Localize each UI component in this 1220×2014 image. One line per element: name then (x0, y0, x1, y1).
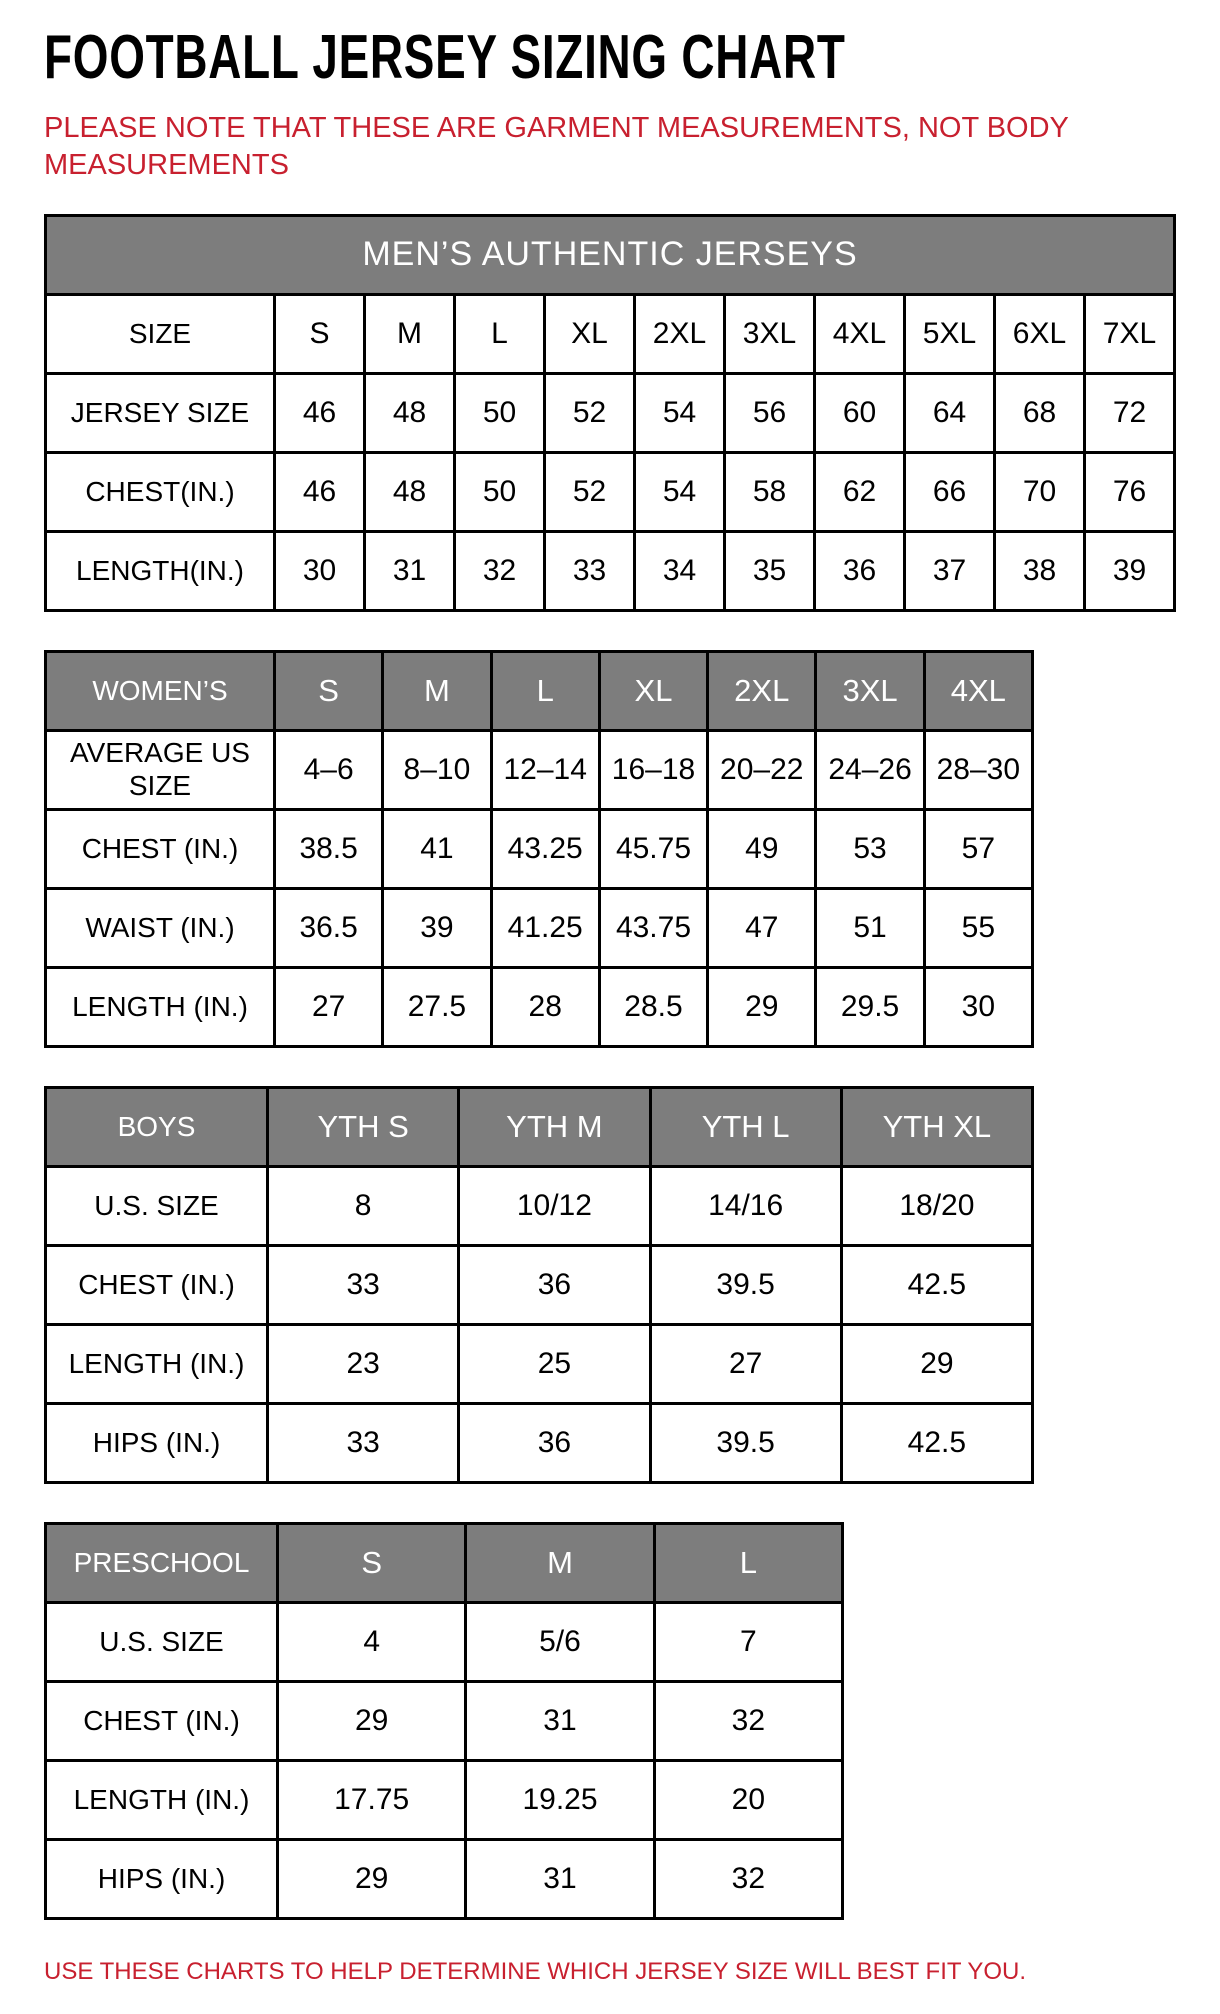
table-row (46, 294, 1175, 373)
table-row (46, 1760, 843, 1839)
row-label: LENGTH (IN.) (46, 967, 275, 1046)
page-title (44, 22, 1176, 96)
size-value: 29 (708, 967, 816, 1046)
size-value: 36 (815, 531, 905, 610)
size-value: 39.5 (650, 1403, 841, 1482)
size-value: 54 (635, 373, 725, 452)
table-header-label: PRESCHOOL (46, 1523, 278, 1602)
size-value: 60 (815, 373, 905, 452)
size-column-header: 3XL (816, 651, 924, 730)
size-value: 29.5 (816, 967, 924, 1046)
size-value: 57 (924, 809, 1032, 888)
size-value: 25 (459, 1324, 650, 1403)
table-header-row (46, 651, 1033, 730)
size-column-header: 4XL (924, 651, 1032, 730)
size-value: 33 (268, 1245, 459, 1324)
table-row (46, 730, 1033, 809)
table-row (46, 531, 1175, 610)
size-value: 56 (725, 373, 815, 452)
table-row (46, 1403, 1033, 1482)
size-column-header: S (275, 651, 383, 730)
table-body (46, 1523, 843, 1918)
size-value: M (365, 294, 455, 373)
boys-sizing-table (44, 1086, 1034, 1484)
size-value: 7XL (1085, 294, 1175, 373)
size-value: 42.5 (841, 1245, 1032, 1324)
size-value: L (455, 294, 545, 373)
size-column-header: M (466, 1523, 654, 1602)
row-label: LENGTH(IN.) (46, 531, 275, 610)
size-value: 45.75 (599, 809, 707, 888)
size-value: 43.75 (599, 888, 707, 967)
size-column-header: YTH L (650, 1087, 841, 1166)
size-value: 20 (654, 1760, 842, 1839)
table-title-row (46, 215, 1175, 294)
size-column-header: YTH S (268, 1087, 459, 1166)
size-value: 20–22 (708, 730, 816, 809)
row-label: CHEST (IN.) (46, 809, 275, 888)
mens-sizing-table (44, 214, 1176, 612)
size-value: 42.5 (841, 1403, 1032, 1482)
size-value: XL (545, 294, 635, 373)
table-row (46, 1324, 1033, 1403)
size-value: 50 (455, 373, 545, 452)
table-row (46, 888, 1033, 967)
table-title: MEN’S AUTHENTIC JERSEYS (46, 215, 1175, 294)
size-value: 50 (455, 452, 545, 531)
size-value: 47 (708, 888, 816, 967)
size-value: 32 (654, 1839, 842, 1918)
size-value: 31 (365, 531, 455, 610)
table-body (46, 651, 1033, 1046)
size-value: 41 (383, 809, 491, 888)
row-label: SIZE (46, 294, 275, 373)
size-value: 4XL (815, 294, 905, 373)
size-value: 27 (275, 967, 383, 1046)
size-value: 66 (905, 452, 995, 531)
size-value: 23 (268, 1324, 459, 1403)
size-value: 32 (654, 1681, 842, 1760)
preschool-sizing-table (44, 1522, 844, 1920)
table-header-label: BOYS (46, 1087, 268, 1166)
size-value: 31 (466, 1681, 654, 1760)
size-value: 14/16 (650, 1166, 841, 1245)
size-value: 4–6 (275, 730, 383, 809)
row-label: U.S. SIZE (46, 1166, 268, 1245)
size-value: 27.5 (383, 967, 491, 1046)
table-row (46, 1681, 843, 1760)
size-value: 27 (650, 1324, 841, 1403)
size-value: 33 (268, 1403, 459, 1482)
size-value: 70 (995, 452, 1085, 531)
row-label: CHEST (IN.) (46, 1681, 278, 1760)
size-value: 8–10 (383, 730, 491, 809)
size-value: 3XL (725, 294, 815, 373)
size-value: 30 (275, 531, 365, 610)
footer-note: USE THESE CHARTS TO HELP DETERMINE WHICH JERSEY SIZE WILL BEST FIT YOU. (44, 1957, 1027, 1985)
size-value: 2XL (635, 294, 725, 373)
size-value: 52 (545, 452, 635, 531)
size-column-header: 2XL (708, 651, 816, 730)
table-row (46, 452, 1175, 531)
size-value: 5/6 (466, 1602, 654, 1681)
row-label: JERSEY SIZE (46, 373, 275, 452)
size-column-header: L (654, 1523, 842, 1602)
table-row (46, 1602, 843, 1681)
size-value: 37 (905, 531, 995, 610)
size-value: S (275, 294, 365, 373)
size-value: 52 (545, 373, 635, 452)
size-value: 49 (708, 809, 816, 888)
table-header-row (46, 1087, 1033, 1166)
size-value: 62 (815, 452, 905, 531)
size-value: 19.25 (466, 1760, 654, 1839)
size-column-header: XL (599, 651, 707, 730)
row-label: U.S. SIZE (46, 1602, 278, 1681)
size-value: 32 (455, 531, 545, 610)
size-value: 39 (1085, 531, 1175, 610)
row-label: HIPS (IN.) (46, 1403, 268, 1482)
size-value: 36 (459, 1403, 650, 1482)
size-value: 18/20 (841, 1166, 1032, 1245)
size-value: 76 (1085, 452, 1175, 531)
table-body (46, 1087, 1033, 1482)
row-label: LENGTH (IN.) (46, 1760, 278, 1839)
garment-measurements-note: PLEASE NOTE THAT THESE ARE GARMENT MEASUREMENTS, NOT BODY MEASUREMENTS (44, 112, 1069, 181)
size-value: 36.5 (275, 888, 383, 967)
size-column-header: YTH XL (841, 1087, 1032, 1166)
size-value: 29 (841, 1324, 1032, 1403)
size-value: 7 (654, 1602, 842, 1681)
size-value: 5XL (905, 294, 995, 373)
size-value: 12–14 (491, 730, 599, 809)
size-column-header: S (278, 1523, 466, 1602)
size-value: 54 (635, 452, 725, 531)
size-value: 58 (725, 452, 815, 531)
size-value: 64 (905, 373, 995, 452)
table-header-label: WOMEN’S (46, 651, 275, 730)
size-value: 34 (635, 531, 725, 610)
size-value: 72 (1085, 373, 1175, 452)
row-label: HIPS (IN.) (46, 1839, 278, 1918)
size-value: 28.5 (599, 967, 707, 1046)
size-value: 28–30 (924, 730, 1032, 809)
size-value: 6XL (995, 294, 1085, 373)
size-value: 48 (365, 373, 455, 452)
table-row (46, 373, 1175, 452)
size-value: 17.75 (278, 1760, 466, 1839)
size-value: 43.25 (491, 809, 599, 888)
size-value: 24–26 (816, 730, 924, 809)
size-value: 36 (459, 1245, 650, 1324)
size-value: 28 (491, 967, 599, 1046)
table-row (46, 1245, 1033, 1324)
size-value: 38 (995, 531, 1085, 610)
size-value: 31 (466, 1839, 654, 1918)
size-column-header: YTH M (459, 1087, 650, 1166)
size-value: 41.25 (491, 888, 599, 967)
size-value: 39.5 (650, 1245, 841, 1324)
size-value: 30 (924, 967, 1032, 1046)
size-value: 51 (816, 888, 924, 967)
row-label: CHEST(IN.) (46, 452, 275, 531)
size-value: 38.5 (275, 809, 383, 888)
table-row (46, 1839, 843, 1918)
table-row (46, 1166, 1033, 1245)
size-value: 10/12 (459, 1166, 650, 1245)
size-value: 29 (278, 1681, 466, 1760)
size-value: 46 (275, 452, 365, 531)
table-row (46, 967, 1033, 1046)
row-label: LENGTH (IN.) (46, 1324, 268, 1403)
size-value: 39 (383, 888, 491, 967)
size-column-header: M (383, 651, 491, 730)
table-header-row (46, 1523, 843, 1602)
size-value: 29 (278, 1839, 466, 1918)
size-value: 8 (268, 1166, 459, 1245)
table-body (46, 215, 1175, 610)
size-column-header: L (491, 651, 599, 730)
page-title-text: FOOTBALL JERSEY SIZING CHART (44, 23, 846, 92)
row-label: WAIST (IN.) (46, 888, 275, 967)
row-label: AVERAGE US SIZE (46, 730, 275, 809)
table-row (46, 809, 1033, 888)
size-value: 46 (275, 373, 365, 452)
size-value: 68 (995, 373, 1085, 452)
womens-sizing-table (44, 650, 1034, 1048)
size-value: 55 (924, 888, 1032, 967)
size-value: 4 (278, 1602, 466, 1681)
size-value: 16–18 (599, 730, 707, 809)
row-label: CHEST (IN.) (46, 1245, 268, 1324)
size-value: 33 (545, 531, 635, 610)
size-value: 35 (725, 531, 815, 610)
size-value: 48 (365, 452, 455, 531)
size-value: 53 (816, 809, 924, 888)
